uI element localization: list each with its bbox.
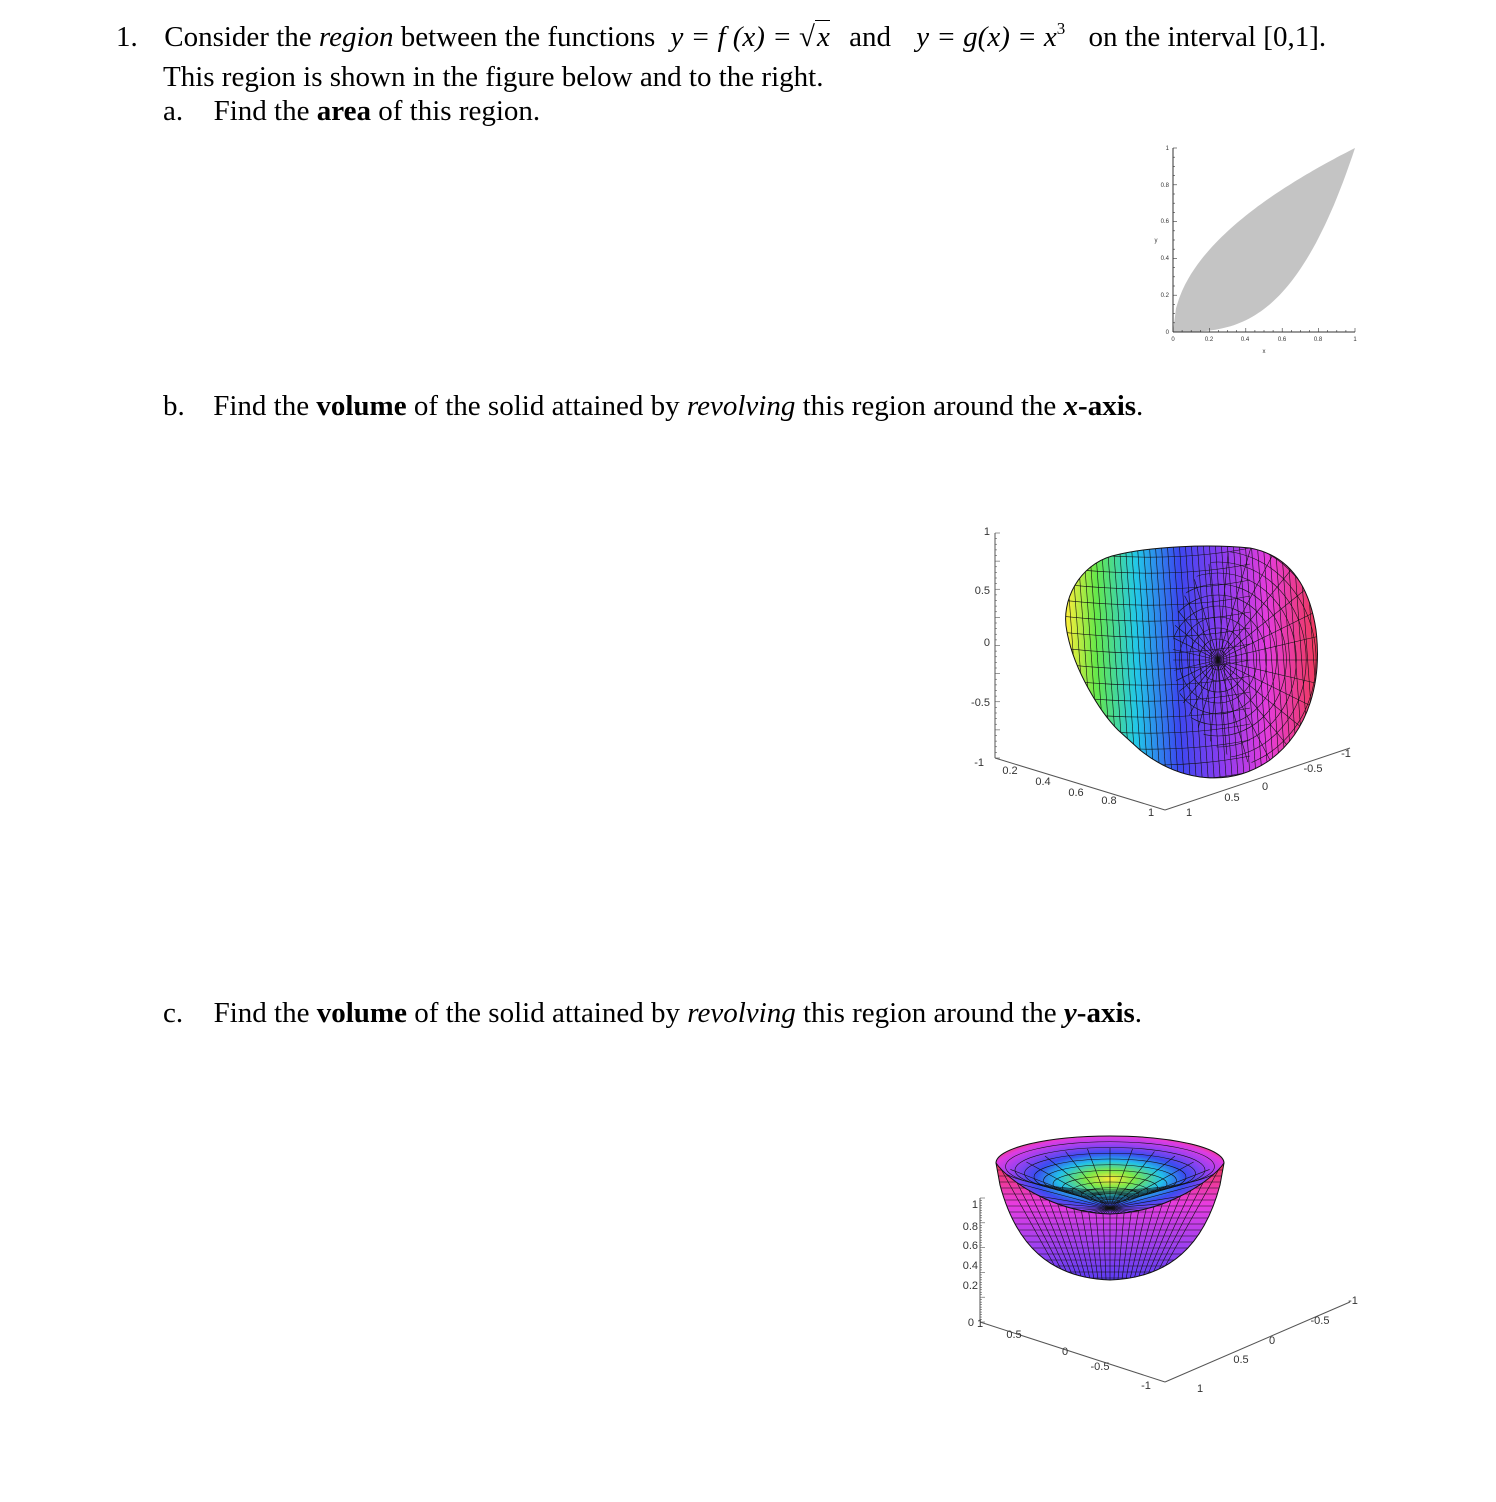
- vtick-label: 1: [971, 1199, 978, 1211]
- g-definition: [916, 21, 1072, 53]
- depth-tick-label: -0.5: [1303, 763, 1323, 775]
- left-tick-label: 1: [976, 1318, 984, 1330]
- vtick-label: 0.8: [962, 1221, 978, 1233]
- vtick-label: -0.5: [971, 697, 990, 709]
- left-tick-label: -1: [1141, 1380, 1151, 1392]
- x-tick-label: 1: [1353, 337, 1357, 343]
- y-tick-label: 0.4: [1160, 256, 1169, 262]
- part-b-bold: volume: [316, 390, 407, 422]
- figure-solid-x-axis: [950, 520, 1370, 830]
- figure-region-plot: [1150, 140, 1370, 365]
- right-tick-label: -1: [1348, 1295, 1358, 1307]
- part-a-bold: area: [316, 95, 371, 127]
- problem-number: 1.: [116, 21, 138, 53]
- part-c-pre: Find the: [213, 997, 310, 1029]
- xtick-label: 0.8: [1101, 795, 1117, 807]
- figure-b-ticks: [995, 533, 1000, 758]
- interval-text: on the interval [0,1].: [1088, 21, 1327, 53]
- part-b-post: this region around the: [802, 390, 1057, 422]
- outer-surface: [1066, 546, 1318, 778]
- x-axis: [995, 758, 1165, 810]
- and-word: and: [849, 21, 891, 53]
- part-c-label: c.: [163, 997, 184, 1029]
- part-b-pre: Find the: [213, 390, 310, 422]
- vtick-label: 0.2: [962, 1280, 978, 1292]
- depth-tick-label: -1: [1341, 748, 1351, 760]
- shaded-region: [1173, 148, 1355, 332]
- vtick-label: 0: [967, 1317, 974, 1329]
- part-b-axis-var: x: [1063, 390, 1079, 422]
- x-tick-label: 0.8: [1313, 337, 1323, 343]
- x-tick-label: 0.6: [1277, 337, 1287, 343]
- depth-tick-label: 0.5: [1224, 792, 1240, 804]
- xtick-label: 0.4: [1035, 776, 1051, 788]
- intro-text: Consider the: [164, 21, 312, 53]
- figure-c-ticks: [980, 1198, 985, 1322]
- part-c-end: .: [1134, 997, 1143, 1029]
- g-exponent: 3: [1056, 19, 1066, 38]
- part-c-bold: volume: [316, 997, 407, 1029]
- right-tick-label: 1: [1196, 1383, 1204, 1395]
- problem-line-2: This region is shown in the figure below and to the right.: [163, 61, 824, 93]
- vtick-label: 0: [983, 637, 990, 649]
- part-c-mid: of the solid attained by: [414, 997, 680, 1029]
- x-tick-label: 0.4: [1240, 337, 1250, 343]
- part-b-end: .: [1136, 390, 1144, 422]
- part-c-italic: revolving: [687, 997, 796, 1029]
- part-c: [163, 996, 1142, 1030]
- part-b-axis-word: -axis: [1078, 390, 1137, 422]
- intro-region-italic: region: [318, 21, 394, 53]
- y-tick-label: 0: [1165, 330, 1169, 336]
- depth-tick-label: 0: [1261, 781, 1269, 793]
- f-radicand: x: [816, 21, 830, 53]
- x-tick-label: 0: [1171, 337, 1175, 343]
- y-tick-label: 0.8: [1160, 183, 1169, 189]
- part-b-italic: revolving: [686, 390, 796, 422]
- part-a-pre: Find the: [213, 95, 310, 127]
- x-axis-label: x: [1262, 349, 1266, 355]
- xtick-label: 0.6: [1068, 787, 1084, 799]
- part-c-axis-var: y: [1063, 997, 1077, 1029]
- y-tick-label: 0.2: [1160, 293, 1169, 299]
- right-tick-label: 0: [1268, 1335, 1276, 1347]
- part-b: [163, 389, 1143, 423]
- left-tick-label: 0.5: [1006, 1329, 1022, 1341]
- part-b-label: b.: [163, 390, 185, 422]
- intro-text-2: between the functions: [400, 21, 656, 53]
- part-c-axis-word: -axis: [1076, 997, 1135, 1029]
- problem-line-1: [116, 20, 1326, 54]
- figure-solid-y-axis: [950, 1130, 1370, 1400]
- part-c-post: this region around the: [802, 997, 1057, 1029]
- vtick-label: -1: [974, 757, 984, 769]
- vtick-label: 0.4: [962, 1260, 978, 1272]
- part-a-post: of this region.: [378, 95, 541, 127]
- vtick-label: 1: [983, 526, 990, 538]
- y-axis-label: y: [1154, 238, 1158, 244]
- xtick-label: 0.2: [1002, 765, 1018, 777]
- x-tick-label: 0.2: [1204, 337, 1214, 343]
- f-lhs: y = f (x) =: [670, 21, 792, 53]
- depth-tick-label: 1: [1185, 807, 1193, 819]
- y-tick-label: 0.6: [1160, 219, 1169, 225]
- y-tick-label: 1: [1165, 146, 1169, 152]
- f-definition: y = f (x) = √x: [670, 21, 830, 53]
- part-a-label: a.: [163, 95, 184, 127]
- right-tick-label: -0.5: [1310, 1315, 1330, 1327]
- right-tick-label: 0.5: [1233, 1354, 1249, 1366]
- mesh-line: [1317, 540, 1335, 790]
- right-axis: [1165, 1302, 1350, 1382]
- vtick-label: 0.5: [974, 585, 990, 597]
- g-lhs: y = g(x) = x: [916, 21, 1057, 53]
- left-tick-label: 0: [1061, 1346, 1069, 1358]
- part-a: [163, 94, 540, 128]
- vtick-label: 0.6: [962, 1240, 978, 1252]
- xtick-label: 1: [1147, 807, 1155, 819]
- left-tick-label: -0.5: [1090, 1361, 1110, 1373]
- part-b-mid: of the solid attained by: [413, 390, 680, 422]
